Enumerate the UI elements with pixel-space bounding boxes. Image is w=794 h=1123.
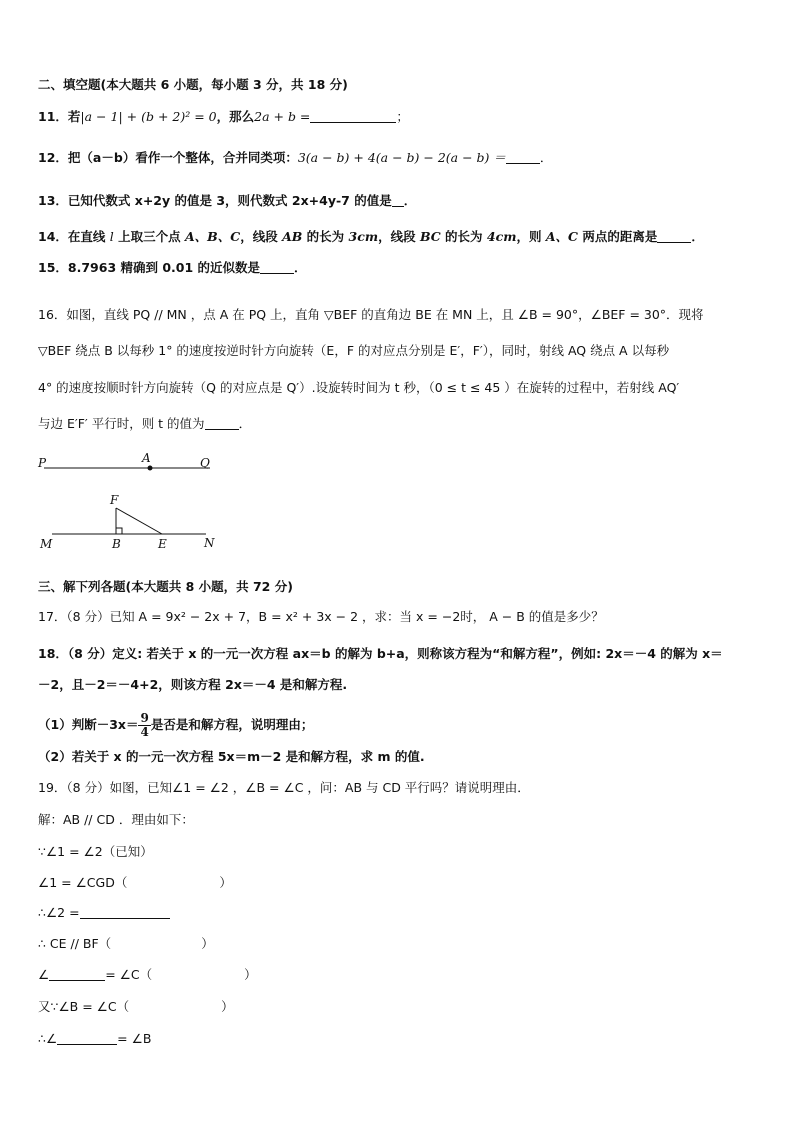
right-angle-mark xyxy=(116,528,122,534)
q19-step7 xyxy=(38,1030,151,1048)
label-b: B xyxy=(112,537,121,551)
label-a: A xyxy=(142,452,151,465)
q14-text: 上取三个点 xyxy=(113,229,185,244)
q11-number: 11． xyxy=(38,109,68,124)
q18-fraction-denominator: 4 xyxy=(140,725,149,739)
q16-line4-text: 与边 E′F′ 平行时，则 t 的值为 xyxy=(38,416,205,431)
q18-line2: －2，且－2＝－4+2，则该方程 2x＝－4 是和解方程. xyxy=(38,677,348,692)
q14-length-ab: 3cm xyxy=(348,229,379,244)
q14-points-ac: A、C xyxy=(545,229,578,244)
q19-step7-angle: ∴∠ xyxy=(38,1031,58,1046)
q14-text: ，则 xyxy=(516,229,546,244)
q18-sub1 xyxy=(38,712,313,739)
label-n: N xyxy=(204,536,215,550)
q19-solution: 解：AB // CD ．理由如下： xyxy=(38,812,194,827)
q12-answer-blank[interactable] xyxy=(506,149,540,164)
q19-step7-blank[interactable] xyxy=(57,1030,117,1045)
q12-expr: 3(a − b) + 4(a − b) − 2(a − b) ＝ xyxy=(297,150,506,165)
q19-step5 xyxy=(38,966,257,984)
q18-sub2: （2）若关于 x 的一元一次方程 5x＝m－2 是和解方程，求 m 的值. xyxy=(38,749,425,764)
q16-line3: 4° 的速度按顺时针方向旋转（Q 的对应点是 Q′）.设旋转时间为 t 秒，（0 ≤ t ≤ 45 ）在旋转的过程中，若射线 AQ′ xyxy=(38,380,680,395)
question-11 xyxy=(38,108,409,126)
q14-length-bc: 4cm xyxy=(486,229,517,244)
q19-step6 xyxy=(38,998,234,1016)
q14-text: ，线段 xyxy=(378,229,420,244)
q16-line4 xyxy=(38,415,251,433)
q19-step6-close: ） xyxy=(221,999,234,1014)
q19-step5-angle: ∠ xyxy=(38,967,50,982)
question-15 xyxy=(38,259,307,277)
q12-text1: 把（ xyxy=(67,150,93,165)
q15-number: 15． xyxy=(38,260,68,275)
segment-fe xyxy=(116,508,162,534)
q11-text2: ，那么 xyxy=(216,109,255,124)
label-e: E xyxy=(158,537,167,551)
q14-segment-ab: AB xyxy=(282,229,303,244)
label-p: P xyxy=(38,456,47,470)
q19-step5-close: ） xyxy=(244,967,257,982)
q19-step4 xyxy=(38,935,214,953)
q19-step2-close: ） xyxy=(219,875,232,890)
q14-end: ． xyxy=(691,229,704,244)
q19-step3-blank[interactable] xyxy=(80,904,170,919)
label-q: Q xyxy=(200,456,210,470)
q11-expr: |a − 1| + (b + 2)² = 0 xyxy=(80,109,217,124)
geometry-figure xyxy=(30,452,230,552)
section3-heading: 三、解下列各题(本大题共 8 小题，共 72 分) xyxy=(38,579,293,594)
section2-heading: 二、填空题(本大题共 6 小题，每小题 3 分，共 18 分) xyxy=(38,77,348,92)
q16-line2: ▽BEF 绕点 B 以每秒 1° 的速度按逆时针方向旋转（E，F 的对应点分别是 E′，F′），同时，射线 AQ 绕点 A 以每秒 xyxy=(38,343,670,358)
q13-number: 13． xyxy=(38,193,68,208)
q19-step5-text: = ∠C（ xyxy=(105,967,153,982)
q15-text: 8.7963 精确到 0.01 的近似数是 xyxy=(67,260,261,275)
q15-answer-blank[interactable] xyxy=(260,259,294,274)
q14-answer-blank[interactable] xyxy=(657,228,691,243)
label-m: M xyxy=(40,537,53,551)
q18-line1: 18．（8 分）定义: 若关于 x 的一元一次方程 ax＝b 的解为 b+a，则称该方程为“和解方程”，例如: 2x＝－4 的解为 x＝ xyxy=(38,646,723,661)
q16-end: ． xyxy=(238,416,252,431)
q18-fraction-numerator: 9 xyxy=(140,711,149,725)
q12-number: 12． xyxy=(38,150,68,165)
question-17: 17．（8 分）已知 A = 9x² − 2x + 7，B = x² + 3x − 2 ，求：当 x = −2时， A − B 的值是多少？ xyxy=(38,609,604,624)
q14-text: 两点的距离是 xyxy=(577,229,658,244)
q16-line1: 16．如图，直线 PQ // MN ，点 A 在 PQ 上，直角 ▽BEF 的直角边 BE 在 MN 上，且 ∠B = 90°，∠BEF = 30°．现将 xyxy=(38,307,704,322)
q12-var: a－b xyxy=(92,150,123,165)
q14-number: 14． xyxy=(38,229,68,244)
q19-step6-text: 又∵∠B = ∠C（ xyxy=(38,999,130,1014)
q18-sub1-post: 是否是和解方程，说明理由； xyxy=(150,717,314,732)
label-f: F xyxy=(110,493,119,507)
q18-sub1-pre: （1）判断－3x＝ xyxy=(38,717,139,732)
q18-fraction xyxy=(138,712,150,739)
q11-end: ； xyxy=(396,109,409,124)
q19-step7-text: = ∠B xyxy=(117,1031,152,1046)
q19-step2-text: ∠1 = ∠CGD（ xyxy=(38,875,128,890)
q14-points: A、B、C xyxy=(184,229,241,244)
q13-answer-blank[interactable] xyxy=(392,192,404,207)
q19-step3 xyxy=(38,904,170,922)
q14-text: 在直线 xyxy=(67,229,110,244)
q14-text: 的长为 xyxy=(302,229,349,244)
q15-end: ． xyxy=(294,260,307,275)
q19-step4-text: ∴ CE // BF（ xyxy=(38,936,112,951)
q19-step2 xyxy=(38,874,232,892)
q19-step1: ∵∠1 = ∠2（已知） xyxy=(38,844,153,859)
q14-segment-bc: BC xyxy=(419,229,441,244)
q11-answer-blank[interactable] xyxy=(310,108,396,123)
q19-step5-blank[interactable] xyxy=(49,966,105,981)
q16-answer-blank[interactable] xyxy=(205,415,239,430)
question-14 xyxy=(38,228,704,246)
q19-step4-close: ） xyxy=(201,936,214,951)
q14-text: 的长为 xyxy=(440,229,487,244)
point-a xyxy=(148,466,153,471)
q12-text2: ）看作一个整体，合并同类项： xyxy=(122,150,298,165)
q14-line-l: l xyxy=(109,229,114,244)
q11-text1: 若 xyxy=(67,109,81,124)
q13-text: 已知代数式 x+2y 的值是 3，则代数式 2x+4y-7 的值是 xyxy=(67,193,392,208)
question-12 xyxy=(38,149,552,167)
q12-end: ． xyxy=(539,150,553,165)
q13-end: ． xyxy=(403,193,417,208)
q14-text: ，线段 xyxy=(240,229,283,244)
question-19: 19．（8 分）如图，已知∠1 = ∠2 ，∠B = ∠C ，问：AB 与 CD 平行吗？请说明理由． xyxy=(38,780,530,795)
question-13 xyxy=(38,192,416,210)
q11-expr2: 2a + b = xyxy=(254,109,311,124)
q19-step3-text: ∴∠2 = xyxy=(38,905,80,920)
